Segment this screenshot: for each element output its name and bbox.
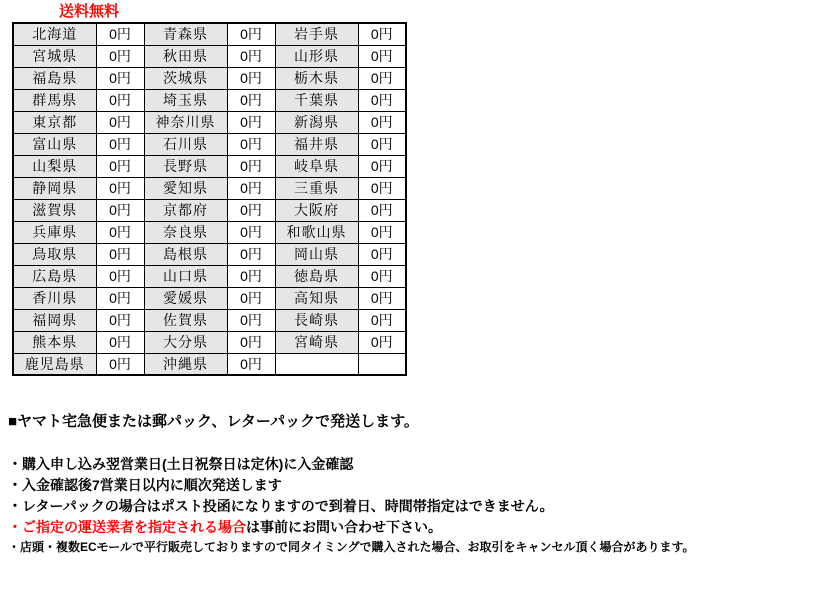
prefecture-cell: 宮崎県 (275, 331, 358, 353)
prefecture-cell: 京都府 (144, 199, 227, 221)
prefecture-cell: 山梨県 (13, 155, 96, 177)
price-cell: 0円 (227, 23, 275, 45)
price-cell: 0円 (358, 111, 406, 133)
table-row (13, 23, 406, 45)
price-cell: 0円 (96, 177, 144, 199)
price-cell: 0円 (96, 265, 144, 287)
price-cell: 0円 (227, 353, 275, 375)
table-body (13, 23, 406, 375)
price-cell: 0円 (358, 243, 406, 265)
price-cell: 0円 (96, 221, 144, 243)
prefecture-cell: 栃木県 (275, 67, 358, 89)
prefecture-cell: 埼玉県 (144, 89, 227, 111)
prefecture-cell: 福岡県 (13, 309, 96, 331)
prefecture-cell: 岡山県 (275, 243, 358, 265)
prefecture-cell: 徳島県 (275, 265, 358, 287)
price-cell: 0円 (358, 155, 406, 177)
prefecture-cell: 長崎県 (275, 309, 358, 331)
prefecture-cell: 滋賀県 (13, 199, 96, 221)
prefecture-cell: 山口県 (144, 265, 227, 287)
note-line-carrier-request (8, 517, 808, 538)
price-cell: 0円 (358, 199, 406, 221)
note-carrier-rest: は事前にお問い合わせ下さい。 (246, 519, 442, 535)
table-row (13, 243, 406, 265)
price-cell: 0円 (358, 177, 406, 199)
notes-heading: ■ヤマト宅急便または郵パック、レターパックで発送します。 (8, 413, 419, 430)
prefecture-cell: 群馬県 (13, 89, 96, 111)
table-row (13, 265, 406, 287)
table-row (13, 199, 406, 221)
price-cell: 0円 (358, 67, 406, 89)
prefecture-cell: 広島県 (13, 265, 96, 287)
price-cell: 0円 (358, 23, 406, 45)
prefecture-cell: 熊本県 (13, 331, 96, 353)
prefecture-cell: 大阪府 (275, 199, 358, 221)
table-row (13, 353, 406, 375)
note-line-payment-confirmation: ・購入申し込み翌営業日(土日祝祭日は定休)に入金確認 (8, 456, 354, 472)
table-row (13, 155, 406, 177)
price-cell: 0円 (358, 133, 406, 155)
price-cell: 0円 (358, 265, 406, 287)
price-cell: 0円 (227, 155, 275, 177)
price-cell: 0円 (227, 243, 275, 265)
prefecture-cell: 兵庫県 (13, 221, 96, 243)
price-cell: 0円 (96, 287, 144, 309)
shipping-notes (8, 412, 808, 557)
price-cell: 0円 (227, 177, 275, 199)
table-row (13, 133, 406, 155)
table-row (13, 287, 406, 309)
shipping-fee-table (12, 22, 407, 376)
price-cell: 0円 (96, 67, 144, 89)
price-cell: 0円 (358, 309, 406, 331)
price-cell: 0円 (227, 265, 275, 287)
prefecture-cell: 宮城県 (13, 45, 96, 67)
prefecture-cell: 茨城県 (144, 67, 227, 89)
prefecture-cell: 奈良県 (144, 221, 227, 243)
price-cell: 0円 (96, 89, 144, 111)
prefecture-cell: 鳥取県 (13, 243, 96, 265)
note-carrier-highlight: ・ご指定の運送業者を指定される場合 (8, 519, 246, 535)
table-row (13, 67, 406, 89)
price-cell: 0円 (227, 221, 275, 243)
prefecture-cell: 高知県 (275, 287, 358, 309)
free-shipping-banner: 送料無料 (59, 3, 120, 20)
price-cell: 0円 (227, 67, 275, 89)
note-line-dispatch: ・入金確認後7営業日以内に順次発送します (8, 477, 282, 493)
price-cell: 0円 (227, 199, 275, 221)
price-cell: 0円 (96, 353, 144, 375)
price-cell: 0円 (96, 155, 144, 177)
price-cell: 0円 (96, 331, 144, 353)
table-row (13, 177, 406, 199)
prefecture-cell: 大分県 (144, 331, 227, 353)
price-cell: 0円 (358, 89, 406, 111)
prefecture-cell: 東京都 (13, 111, 96, 133)
price-cell: 0円 (227, 287, 275, 309)
price-cell: 0円 (358, 45, 406, 67)
price-cell: 0円 (96, 45, 144, 67)
price-cell: 0円 (227, 133, 275, 155)
table-row (13, 111, 406, 133)
prefecture-cell: 沖縄県 (144, 353, 227, 375)
prefecture-cell: 福島県 (13, 67, 96, 89)
prefecture-cell: 青森県 (144, 23, 227, 45)
prefecture-cell: 愛媛県 (144, 287, 227, 309)
table-row (13, 89, 406, 111)
prefecture-cell: 石川県 (144, 133, 227, 155)
prefecture-cell: 香川県 (13, 287, 96, 309)
prefecture-cell: 島根県 (144, 243, 227, 265)
table-row (13, 45, 406, 67)
prefecture-cell: 富山県 (13, 133, 96, 155)
price-cell: 0円 (358, 221, 406, 243)
prefecture-cell: 千葉県 (275, 89, 358, 111)
note-line-letterpack: ・レターパックの場合はポスト投函になりますので到着日、時間帯指定はできません。 (8, 498, 554, 514)
price-cell: 0円 (227, 309, 275, 331)
price-cell: 0円 (96, 111, 144, 133)
note-line-parallel-sales: ・店頭・複数ECモールで平行販売しておりますので同タイミングで購入された場合、お取引をキャンセル頂く場合があります。 (8, 540, 695, 554)
prefecture-cell: 和歌山県 (275, 221, 358, 243)
price-cell: 0円 (227, 331, 275, 353)
prefecture-cell: 北海道 (13, 23, 96, 45)
prefecture-cell: 鹿児島県 (13, 353, 96, 375)
prefecture-cell: 山形県 (275, 45, 358, 67)
price-cell: 0円 (227, 89, 275, 111)
empty-cell (275, 353, 358, 375)
prefecture-cell: 秋田県 (144, 45, 227, 67)
prefecture-cell: 岩手県 (275, 23, 358, 45)
table-row (13, 221, 406, 243)
prefecture-cell: 福井県 (275, 133, 358, 155)
table-row (13, 309, 406, 331)
prefecture-cell: 三重県 (275, 177, 358, 199)
prefecture-cell: 長野県 (144, 155, 227, 177)
prefecture-cell: 静岡県 (13, 177, 96, 199)
table-row (13, 331, 406, 353)
price-cell: 0円 (96, 243, 144, 265)
empty-cell (358, 353, 406, 375)
price-cell: 0円 (227, 111, 275, 133)
price-cell: 0円 (96, 199, 144, 221)
prefecture-cell: 岐阜県 (275, 155, 358, 177)
price-cell: 0円 (227, 45, 275, 67)
prefecture-cell: 神奈川県 (144, 111, 227, 133)
price-cell: 0円 (96, 23, 144, 45)
price-cell: 0円 (358, 287, 406, 309)
price-cell: 0円 (358, 331, 406, 353)
price-cell: 0円 (96, 309, 144, 331)
price-cell: 0円 (96, 133, 144, 155)
prefecture-cell: 新潟県 (275, 111, 358, 133)
prefecture-cell: 佐賀県 (144, 309, 227, 331)
prefecture-cell: 愛知県 (144, 177, 227, 199)
